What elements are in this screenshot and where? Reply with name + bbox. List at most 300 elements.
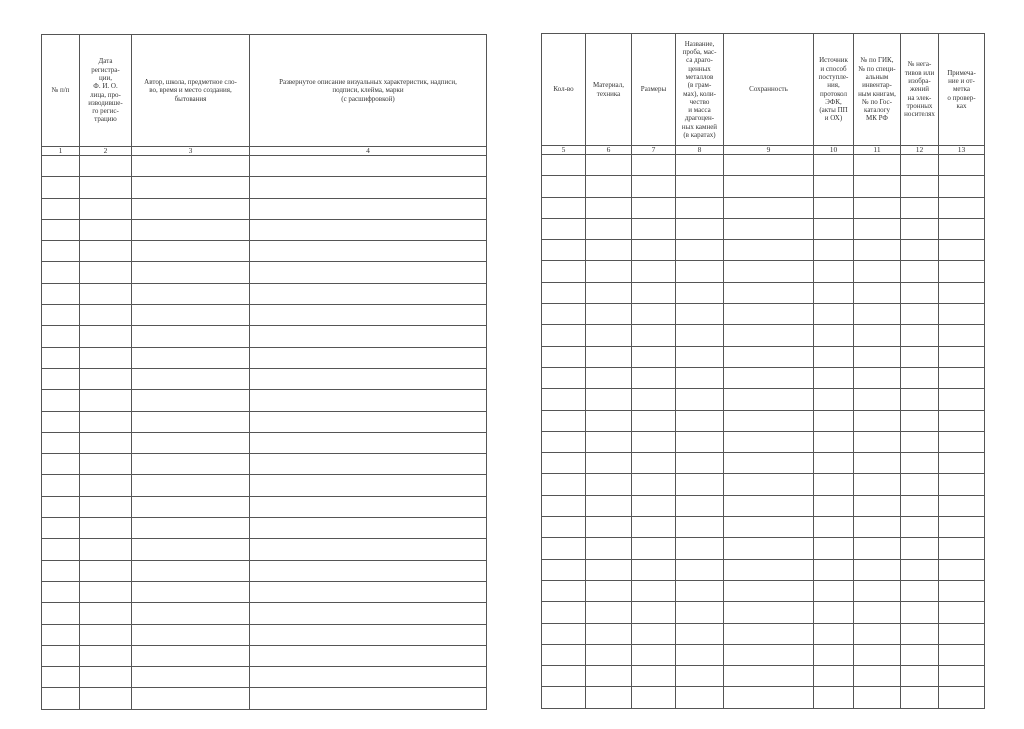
ledger-cell	[724, 580, 814, 601]
ledger-cell	[854, 155, 901, 176]
column-header-dimensions: Размеры	[632, 34, 676, 146]
ledger-cell	[80, 198, 132, 219]
ledger-cell	[132, 347, 250, 368]
ledger-cell	[586, 197, 632, 218]
ledger-cell	[132, 262, 250, 283]
ledger-cell	[676, 495, 724, 516]
ledger-cell	[250, 262, 487, 283]
column-header-precious-metals: Название, проба, мас- са драго- ценных металлов (в грам- мах), коли- чество и масса драгоцен- ных камней (в каратах)	[676, 34, 724, 146]
ledger-cell	[42, 368, 80, 389]
ledger-cell	[854, 623, 901, 644]
ledger-cell	[80, 539, 132, 560]
ledger-cell	[854, 325, 901, 346]
ledger-cell	[814, 431, 854, 452]
ledger-cell	[542, 538, 586, 559]
ledger-cell	[586, 218, 632, 239]
ledger-cell	[632, 623, 676, 644]
header-row	[42, 35, 487, 147]
ledger-cell	[250, 368, 487, 389]
ledger-cell	[814, 474, 854, 495]
ledger-row	[42, 667, 487, 688]
ledger-cell	[586, 155, 632, 176]
ledger-cell	[80, 496, 132, 517]
ledger-cell	[939, 197, 985, 218]
ledger-cell	[42, 667, 80, 688]
ledger-cell	[901, 517, 939, 538]
ledger-cell	[132, 326, 250, 347]
ledger-cell	[939, 410, 985, 431]
ledger-row	[42, 177, 487, 198]
ledger-cell	[724, 197, 814, 218]
ledger-cell	[724, 218, 814, 239]
ledger-cell	[724, 176, 814, 197]
ledger-cell	[250, 326, 487, 347]
ledger-cell	[42, 560, 80, 581]
ledger-cell	[724, 623, 814, 644]
column-header-inventory-numbers: № по ГИК, № по специ- альным инвентар- ным книгам, № по Гос- каталогу МК РФ	[854, 34, 901, 146]
ledger-cell	[632, 346, 676, 367]
ledger-cell	[939, 538, 985, 559]
column-header-quantity: Кол-во	[542, 34, 586, 146]
ledger-cell	[676, 410, 724, 431]
ledger-cell	[586, 559, 632, 580]
ledger-cell	[676, 240, 724, 261]
ledger-cell	[632, 474, 676, 495]
column-header-source: Источник и способ поступле- ния, протокол ЭФК, (акты ПП и ОХ)	[814, 34, 854, 146]
ledger-cell	[724, 517, 814, 538]
ledger-cell	[586, 687, 632, 708]
ledger-cell	[901, 644, 939, 665]
ledger-row	[542, 155, 985, 176]
ledger-cell	[901, 197, 939, 218]
ledger-row	[42, 581, 487, 602]
ledger-cell	[854, 304, 901, 325]
ledger-cell	[939, 602, 985, 623]
ledger-cell	[854, 218, 901, 239]
column-number: 12	[901, 146, 939, 155]
ledger-cell	[854, 240, 901, 261]
ledger-cell	[724, 389, 814, 410]
ledger-cell	[724, 474, 814, 495]
ledger-cell	[250, 624, 487, 645]
ledger-cell	[814, 580, 854, 601]
ledger-cell	[676, 197, 724, 218]
ledger-cell	[632, 325, 676, 346]
ledger-cell	[854, 602, 901, 623]
ledger-cell	[80, 688, 132, 709]
ledger-cell	[939, 559, 985, 580]
column-header-author-school: Автор, школа, предметное сло- во, время и место создания, бытования	[132, 35, 250, 147]
ledger-cell	[676, 176, 724, 197]
ledger-cell	[676, 644, 724, 665]
ledger-row	[42, 539, 487, 560]
ledger-cell	[250, 283, 487, 304]
ledger-cell	[42, 156, 80, 177]
ledger-cell	[542, 197, 586, 218]
ledger-cell	[250, 560, 487, 581]
ledger-cell	[250, 645, 487, 666]
ledger-cell	[814, 602, 854, 623]
ledger-cell	[80, 475, 132, 496]
column-number: 2	[80, 147, 132, 156]
ledger-cell	[901, 474, 939, 495]
ledger-row	[542, 304, 985, 325]
ledger-row	[542, 474, 985, 495]
ledger-cell	[542, 176, 586, 197]
ledger-row	[542, 495, 985, 516]
ledger-cell	[632, 410, 676, 431]
ledger-cell	[132, 560, 250, 581]
header-row	[542, 34, 985, 146]
ledger-row	[42, 283, 487, 304]
ledger-cell	[42, 198, 80, 219]
ledger-cell	[132, 518, 250, 539]
column-number: 4	[250, 147, 487, 156]
ledger-cell	[854, 666, 901, 687]
ledger-cell	[586, 453, 632, 474]
ledger-cell	[814, 495, 854, 516]
ledger-cell	[42, 219, 80, 240]
ledger-cell	[132, 368, 250, 389]
ledger-row	[542, 240, 985, 261]
ledger-cell	[632, 580, 676, 601]
ledger-cell	[676, 218, 724, 239]
ledger-cell	[632, 687, 676, 708]
ledger-cell	[814, 666, 854, 687]
ledger-cell	[250, 198, 487, 219]
ledger-cell	[250, 305, 487, 326]
ledger-cell	[724, 325, 814, 346]
ledger-row	[542, 346, 985, 367]
ledger-cell	[676, 559, 724, 580]
ledger-cell	[42, 496, 80, 517]
ledger-cell	[854, 453, 901, 474]
ledger-cell	[724, 538, 814, 559]
ledger-row	[542, 687, 985, 708]
ledger-cell	[939, 644, 985, 665]
column-number-row	[542, 146, 985, 155]
ledger-cell	[586, 282, 632, 303]
ledger-cell	[814, 389, 854, 410]
ledger-cell	[250, 177, 487, 198]
column-number-row	[42, 147, 487, 156]
ledger-cell	[854, 580, 901, 601]
ledger-cell	[854, 410, 901, 431]
ledger-cell	[80, 390, 132, 411]
ledger-cell	[676, 474, 724, 495]
ledger-cell	[632, 261, 676, 282]
ledger-cell	[854, 176, 901, 197]
ledger-row	[42, 347, 487, 368]
ledger-cell	[80, 219, 132, 240]
ledger-row	[542, 602, 985, 623]
ledger-cell	[854, 538, 901, 559]
ledger-cell	[132, 198, 250, 219]
ledger-cell	[814, 261, 854, 282]
ledger-cell	[676, 623, 724, 644]
ledger-cell	[632, 218, 676, 239]
ledger-cell	[814, 304, 854, 325]
ledger-cell	[586, 367, 632, 388]
ledger-cell	[632, 495, 676, 516]
ledger-cell	[586, 176, 632, 197]
ledger-cell	[132, 283, 250, 304]
ledger-cell	[586, 666, 632, 687]
ledger-cell	[724, 687, 814, 708]
ledger-cell	[724, 240, 814, 261]
ledger-cell	[586, 304, 632, 325]
ledger-cell	[80, 645, 132, 666]
ledger-cell	[939, 240, 985, 261]
ledger-cell	[42, 454, 80, 475]
ledger-cell	[542, 325, 586, 346]
ledger-cell	[814, 218, 854, 239]
ledger-cell	[42, 283, 80, 304]
ledger-cell	[854, 261, 901, 282]
ledger-cell	[586, 602, 632, 623]
ledger-cell	[42, 624, 80, 645]
ledger-cell	[939, 282, 985, 303]
ledger-cell	[901, 389, 939, 410]
ledger-cell	[132, 305, 250, 326]
ledger-cell	[132, 156, 250, 177]
ledger-cell	[901, 367, 939, 388]
left-page-register-table	[41, 34, 487, 710]
ledger-cell	[676, 517, 724, 538]
ledger-row	[542, 176, 985, 197]
ledger-cell	[586, 346, 632, 367]
ledger-cell	[939, 325, 985, 346]
ledger-row	[42, 432, 487, 453]
ledger-cell	[901, 687, 939, 708]
ledger-cell	[939, 623, 985, 644]
ledger-cell	[80, 432, 132, 453]
ledger-cell	[80, 326, 132, 347]
column-header-detailed-description: Развернутое описание визуальных характеристик, надписи, подписи, клейма, марки (с расшифровкой)	[250, 35, 487, 147]
ledger-cell	[250, 411, 487, 432]
ledger-cell	[724, 602, 814, 623]
ledger-cell	[542, 282, 586, 303]
ledger-row	[542, 410, 985, 431]
ledger-cell	[854, 367, 901, 388]
ledger-cell	[132, 667, 250, 688]
ledger-cell	[632, 367, 676, 388]
ledger-row	[542, 367, 985, 388]
column-number: 5	[542, 146, 586, 155]
ledger-cell	[542, 218, 586, 239]
ledger-cell	[80, 667, 132, 688]
ledger-row	[542, 517, 985, 538]
ledger-cell	[542, 623, 586, 644]
ledger-cell	[542, 559, 586, 580]
ledger-cell	[901, 580, 939, 601]
ledger-cell	[939, 687, 985, 708]
ledger-cell	[632, 559, 676, 580]
ledger-cell	[676, 453, 724, 474]
ledger-cell	[724, 282, 814, 303]
ledger-cell	[42, 581, 80, 602]
ledger-cell	[586, 644, 632, 665]
ledger-row	[42, 219, 487, 240]
ledger-cell	[632, 538, 676, 559]
ledger-row	[542, 623, 985, 644]
ledger-row	[42, 475, 487, 496]
ledger-cell	[676, 602, 724, 623]
column-header-notes: Примеча- ние и от- метка о провер- ках	[939, 34, 985, 146]
ledger-cell	[586, 389, 632, 410]
ledger-cell	[676, 580, 724, 601]
ledger-cell	[250, 219, 487, 240]
ledger-cell	[80, 560, 132, 581]
column-number: 7	[632, 146, 676, 155]
ledger-cell	[814, 644, 854, 665]
ledger-cell	[132, 390, 250, 411]
ledger-cell	[80, 305, 132, 326]
ledger-cell	[586, 431, 632, 452]
ledger-cell	[814, 240, 854, 261]
ledger-cell	[939, 367, 985, 388]
ledger-row	[42, 496, 487, 517]
ledger-cell	[854, 644, 901, 665]
ledger-cell	[80, 347, 132, 368]
ledger-row	[542, 197, 985, 218]
column-number: 1	[42, 147, 80, 156]
ledger-cell	[132, 241, 250, 262]
ledger-row	[42, 603, 487, 624]
ledger-cell	[42, 305, 80, 326]
ledger-cell	[676, 431, 724, 452]
ledger-cell	[542, 367, 586, 388]
ledger-cell	[542, 261, 586, 282]
ledger-cell	[42, 518, 80, 539]
ledger-cell	[939, 495, 985, 516]
ledger-cell	[632, 176, 676, 197]
ledger-cell	[814, 367, 854, 388]
ledger-cell	[676, 367, 724, 388]
ledger-cell	[724, 410, 814, 431]
ledger-cell	[42, 241, 80, 262]
ledger-row	[542, 559, 985, 580]
ledger-row	[42, 560, 487, 581]
ledger-row	[42, 390, 487, 411]
ledger-cell	[586, 517, 632, 538]
ledger-cell	[814, 410, 854, 431]
ledger-cell	[132, 688, 250, 709]
ledger-cell	[901, 666, 939, 687]
ledger-cell	[814, 517, 854, 538]
ledger-cell	[250, 475, 487, 496]
ledger-cell	[676, 325, 724, 346]
ledger-cell	[42, 326, 80, 347]
column-number: 9	[724, 146, 814, 155]
ledger-cell	[132, 177, 250, 198]
ledger-cell	[586, 325, 632, 346]
ledger-cell	[676, 389, 724, 410]
ledger-cell	[250, 390, 487, 411]
ledger-cell	[542, 687, 586, 708]
ledger-cell	[80, 581, 132, 602]
ledger-cell	[939, 304, 985, 325]
ledger-cell	[542, 666, 586, 687]
ledger-cell	[854, 346, 901, 367]
ledger-cell	[586, 580, 632, 601]
ledger-row	[542, 389, 985, 410]
ledger-cell	[724, 367, 814, 388]
ledger-cell	[632, 644, 676, 665]
ledger-row	[542, 666, 985, 687]
ledger-cell	[542, 602, 586, 623]
ledger-cell	[939, 474, 985, 495]
ledger-cell	[724, 495, 814, 516]
ledger-cell	[632, 282, 676, 303]
ledger-cell	[80, 603, 132, 624]
ledger-row	[42, 454, 487, 475]
ledger-cell	[132, 411, 250, 432]
ledger-cell	[814, 176, 854, 197]
ledger-cell	[854, 431, 901, 452]
ledger-cell	[132, 432, 250, 453]
ledger-cell	[939, 218, 985, 239]
ledger-cell	[814, 325, 854, 346]
ledger-row	[42, 688, 487, 709]
ledger-cell	[250, 581, 487, 602]
ledger-cell	[632, 453, 676, 474]
ledger-cell	[724, 666, 814, 687]
ledger-row	[542, 644, 985, 665]
ledger-row	[542, 538, 985, 559]
ledger-cell	[814, 687, 854, 708]
ledger-cell	[542, 389, 586, 410]
ledger-cell	[542, 304, 586, 325]
ledger-cell	[901, 176, 939, 197]
ledger-cell	[939, 666, 985, 687]
ledger-cell	[80, 518, 132, 539]
ledger-cell	[542, 346, 586, 367]
ledger-cell	[724, 431, 814, 452]
column-header-condition: Сохранность	[724, 34, 814, 146]
ledger-cell	[901, 325, 939, 346]
ledger-cell	[542, 453, 586, 474]
column-number: 11	[854, 146, 901, 155]
ledger-cell	[939, 431, 985, 452]
ledger-cell	[250, 496, 487, 517]
ledger-cell	[632, 197, 676, 218]
ledger-cell	[724, 155, 814, 176]
ledger-cell	[80, 454, 132, 475]
ledger-cell	[632, 666, 676, 687]
ledger-cell	[542, 495, 586, 516]
ledger-cell	[814, 197, 854, 218]
ledger-cell	[724, 261, 814, 282]
ledger-cell	[814, 559, 854, 580]
ledger-cell	[632, 304, 676, 325]
ledger-row	[542, 431, 985, 452]
ledger-cell	[814, 155, 854, 176]
ledger-cell	[901, 410, 939, 431]
ledger-cell	[80, 411, 132, 432]
ledger-cell	[632, 602, 676, 623]
ledger-cell	[676, 261, 724, 282]
ledger-cell	[854, 389, 901, 410]
ledger-cell	[901, 304, 939, 325]
ledger-cell	[724, 304, 814, 325]
ledger-row	[42, 262, 487, 283]
ledger-cell	[542, 474, 586, 495]
ledger-cell	[676, 304, 724, 325]
ledger-cell	[132, 624, 250, 645]
ledger-cell	[901, 282, 939, 303]
ledger-cell	[814, 282, 854, 303]
